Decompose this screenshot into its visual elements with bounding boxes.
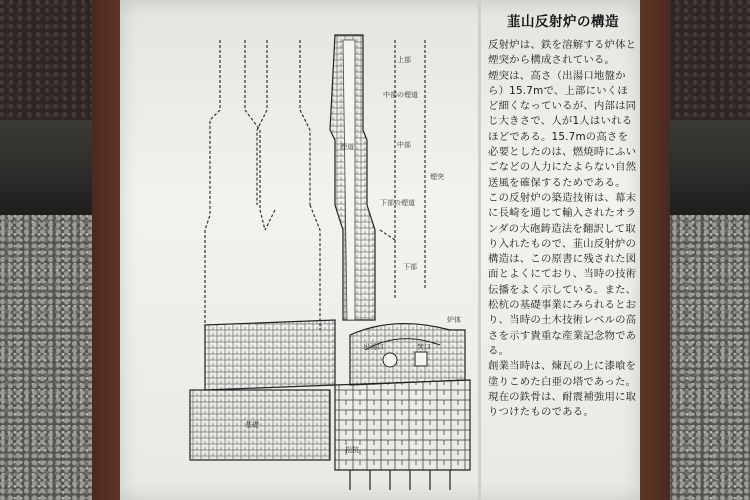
label-firebox: 焚口 [417,343,431,351]
paragraph-1: 反射炉は、鉄を溶解する炉体と煙突から構成されている。 [488,39,637,67]
label-base: 基礎 [245,421,259,429]
label-flue: 煙道 [340,143,354,151]
label-lower: 下部 [403,263,417,271]
label-tap-hole: 出湯口 [363,343,384,351]
label-upper-flue: 中部の煙道 [383,91,418,99]
label-pile: 松杭 [345,446,359,454]
paragraph-3: この反射炉の築造技術は、幕末に長崎を通じて輸入されたオランダの大砲鋳造法を翻訳して取り入れたもので、韮山反射炉の構造は、この原書に残された図面とよくにており、当時の技術伝播をよく示している。また、松杭の基礎事業にみられるとおり、当時の土木技術レベルの高さを示す貴重な産業記念物である。 [488,191,637,357]
furnace-drawing [185,30,485,495]
description-column [488,10,638,420]
label-top: 上部 [397,56,411,64]
plaque-title: 韮山反射炉の構造 [507,14,619,30]
label-chimney: 煙突 [430,173,444,181]
furnace-diagram [185,30,485,495]
paragraph-4: 創業当時は、煉瓦の上に漆喰を塗りこめた白亜の塔であった。 [488,360,637,388]
label-middle: 中部 [397,141,411,149]
label-lower-flue: 下部の煙道 [380,199,415,207]
paragraph-5: 現在の鉄骨は、耐震補強用に取りつけたものである。 [488,390,637,419]
label-furnace: 炉体 [447,316,461,324]
paragraph-2: 煙突は、高さ（出湯口地盤から）15.7mで、上部にいくほど細くなっているが、内部は同じ大きさで、人が1人はいれるほどである。15.7mの高さを必要としたのは、燃焼時にふいごなどの人力にたよらない自然送風を確保するためである。 [488,69,637,189]
